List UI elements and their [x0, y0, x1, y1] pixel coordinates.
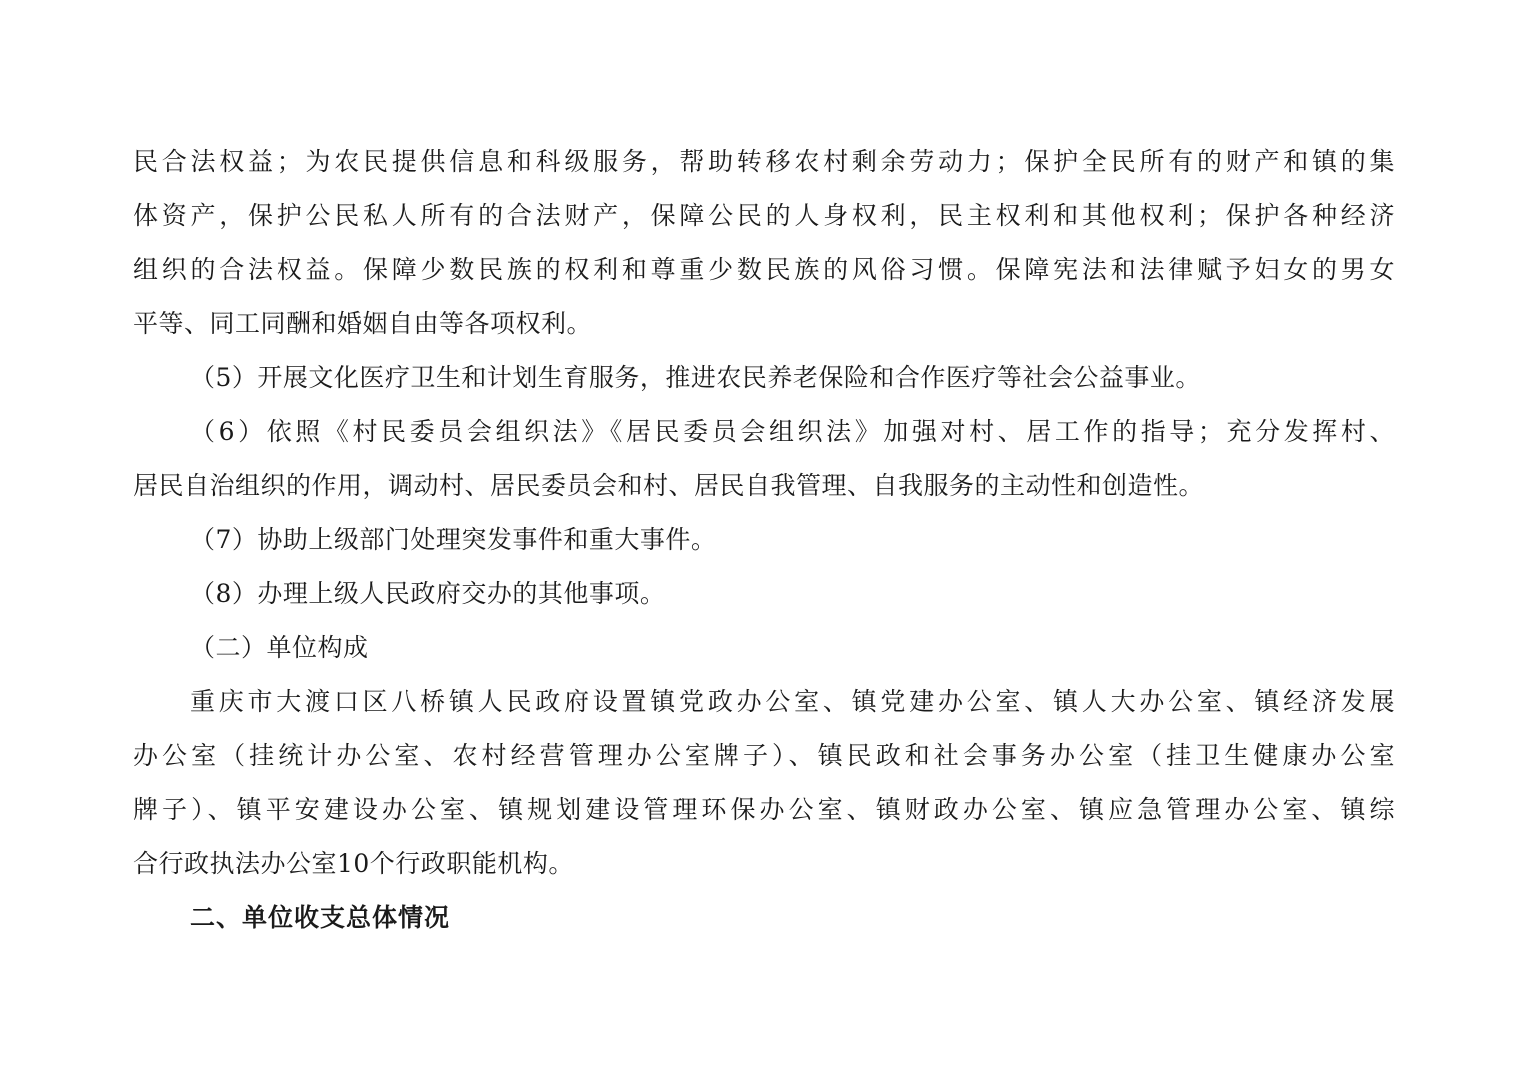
item-6-line-2: 居民自治组织的作用，调动村、居民委员会和村、居民自我管理、自我服务的主动性和创造性。: [133, 471, 1205, 500]
composition-line-2: 办公室（挂统计办公室、农村经营管理办公室牌子）、镇民政和社会事务办公室（挂卫生健康办公室: [133, 741, 1395, 770]
composition-line-3: 牌子）、镇平安建设办公室、镇规划建设管理环保办公室、镇财政办公室、镇应急管理办公室、镇综: [133, 795, 1395, 824]
composition-line-4: 合行政执法办公室10个行政职能机构。: [133, 849, 574, 878]
item-7-line: （7）协助上级部门处理突发事件和重大事件。: [190, 525, 717, 554]
item-6-line-1: （6）依照《村民委员会组织法》《居民委员会组织法》加强对村、居工作的指导；充分发挥村、: [190, 417, 1395, 446]
paragraph-line-2: 体资产，保护公民私人所有的合法财产，保障公民的人身权利，民主权利和其他权利；保护各种经济: [133, 201, 1395, 230]
subsection-title: （二）单位构成: [190, 633, 369, 662]
composition-line-1: 重庆市大渡口区八桥镇人民政府设置镇党政办公室、镇党建办公室、镇人大办公室、镇经济发展: [190, 687, 1395, 716]
item-8-line: （8）办理上级人民政府交办的其他事项。: [190, 579, 666, 608]
paragraph-line-3: 组织的合法权益。保障少数民族的权利和尊重少数民族的风俗习惯。保障宪法和法律赋予妇女的男女: [133, 255, 1395, 284]
paragraph-line-1: 民合法权益；为农民提供信息和科级服务，帮助转移农村剩余劳动力；保护全民所有的财产和镇的集: [133, 147, 1395, 176]
paragraph-line-4: 平等、同工同酬和婚姻自由等各项权利。: [133, 309, 593, 338]
section-heading: 二、单位收支总体情况: [190, 903, 451, 932]
item-5-line: （5）开展文化医疗卫生和计划生育服务，推进农民养老保险和合作医疗等社会公益事业。: [190, 363, 1201, 392]
